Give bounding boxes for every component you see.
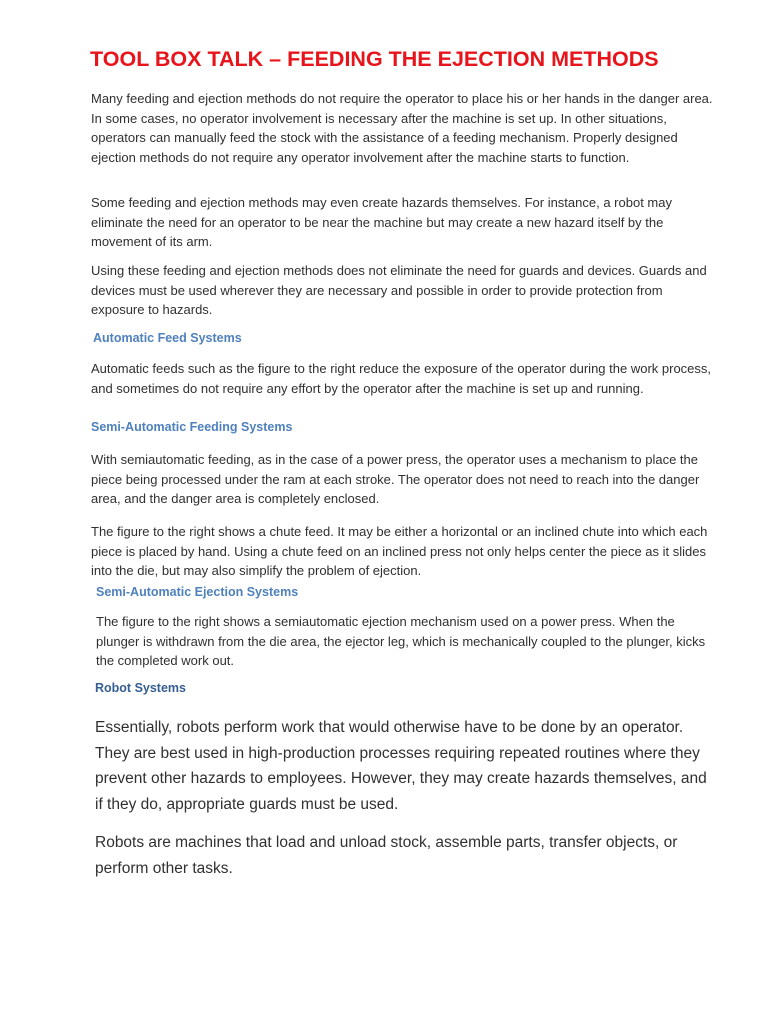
semi-automatic-feeding-paragraph-1: With semiautomatic feeding, as in the case of a power press, the operator uses a mechanism to place the piece being processed under the ram at each stroke. The operator does not need to reach into the danger area, and the danger area is completely enclosed. <box>91 452 700 506</box>
automatic-feed-paragraph: Automatic feeds such as the figure to the right reduce the exposure of the operator during the work process, and sometimes do not require any effort by the operator after the machine is set up and running. <box>91 361 712 396</box>
semi-automatic-feeding-heading: Semi-Automatic Feeding Systems <box>91 420 293 434</box>
automatic-feed-heading: Automatic Feed Systems <box>93 331 242 345</box>
robot-systems-heading: Robot Systems <box>95 681 186 695</box>
page-title: TOOL BOX TALK – FEEDING THE EJECTION METHODS <box>90 47 659 71</box>
semi-automatic-ejection-heading: Semi-Automatic Ejection Systems <box>96 585 299 599</box>
semi-automatic-ejection-paragraph: The figure to the right shows a semiautomatic ejection mechanism used on a power press. When the plunger is withdrawn from the die area, the ejector leg, which is mechanically coupled to the plunger, kicks the completed work out. <box>96 614 706 668</box>
robot-systems-paragraph-2: Robots are machines that load and unload stock, assemble parts, transfer objects, or perform other tasks. <box>95 834 678 877</box>
intro-paragraph-3: Using these feeding and ejection methods does not eliminate the need for guards and devices. Guards and devices must be used wherever they are necessary and possible in order to provide protection from exposure to hazards. <box>91 263 707 317</box>
semi-automatic-feeding-paragraph-2: The figure to the right shows a chute feed. It may be either a horizontal or an inclined chute into which each piece is placed by hand. Using a chute feed on an inclined press not only helps center the piece as it slides into the die, but may also simplify the problem of ejection. <box>91 524 708 578</box>
intro-paragraph-2: Some feeding and ejection methods may even create hazards themselves. For instance, a robot may eliminate the need for an operator to be near the machine but may create a new hazard itself by the movement of its arm. <box>91 195 672 249</box>
robot-systems-paragraph-1: Essentially, robots perform work that would otherwise have to be done by an operator. They are best used in high-production processes requiring repeated routines where they prevent other hazards to employees. However, they may create hazards themselves, and if they do, appropriate guards must be used. <box>95 719 707 813</box>
intro-paragraph-1: Many feeding and ejection methods do not require the operator to place his or her hands in the danger area. In some cases, no operator involvement is necessary after the machine is set up. In other situations, operators can manually feed the stock with the assistance of a feeding mechanism. Properly designed ejection methods do not require any operator involvement after the machine starts to function. <box>91 91 713 165</box>
